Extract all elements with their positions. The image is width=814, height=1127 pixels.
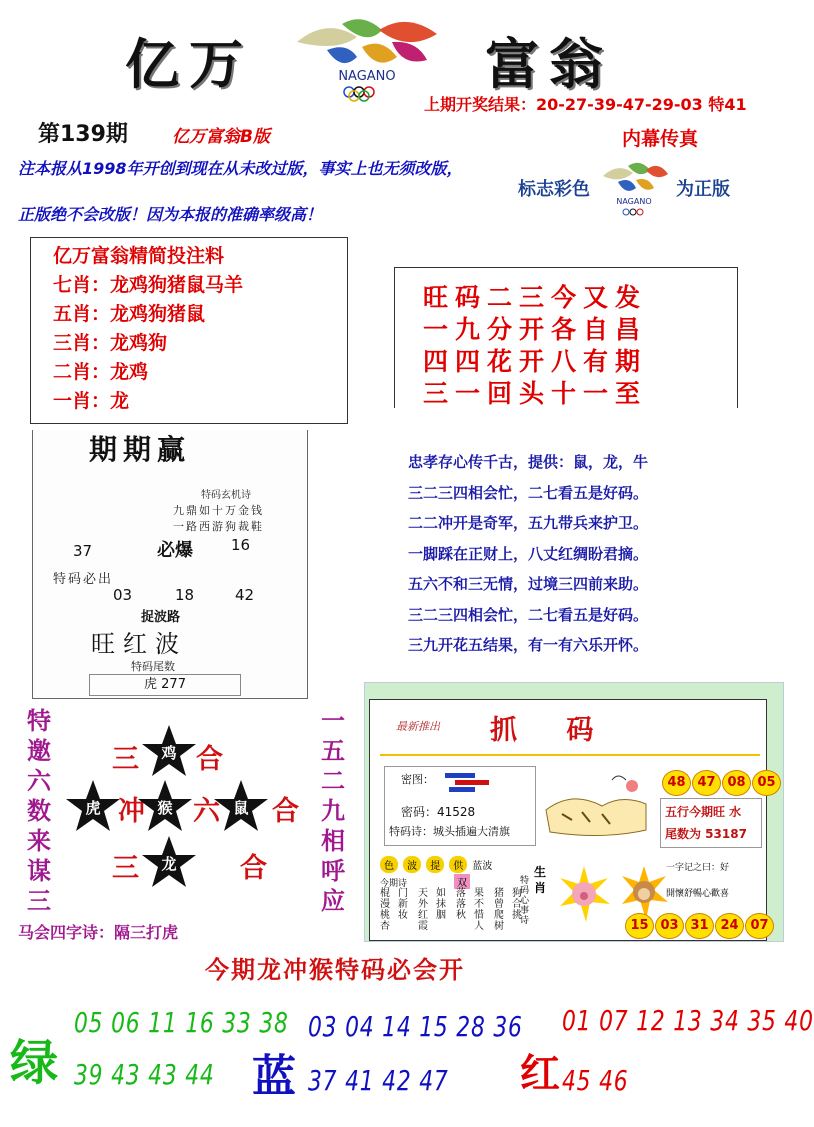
clipping-title: 期期赢	[89, 433, 192, 466]
picks-line: 一肖：龙	[53, 390, 130, 412]
one-word: 一字记之曰：好	[666, 863, 730, 873]
picks-line: 三肖：龙鸡狗	[53, 332, 168, 354]
clipping-wave-label: 捉波路	[141, 610, 181, 625]
grab-inner	[369, 699, 776, 941]
star-char: 合	[240, 853, 267, 884]
star-char: 合	[196, 744, 223, 775]
verse-line: 三一回头十一至	[423, 379, 648, 408]
verse-columns: 棍漫桃杏 门新妆 天外红霞 如抹胭 落落秋 果不惜人 猪曾爬树 狗合挑	[380, 888, 522, 932]
today-poem-label: 今期诗	[380, 879, 408, 889]
star-badge: 鼠	[212, 778, 270, 836]
blue-line-2: 37 41 42 47	[308, 1064, 449, 1097]
poem-line: 三九开花五结果，有一有六乐开怀。	[408, 636, 649, 654]
star-char: 合	[272, 796, 299, 827]
wuxing-box: 五行今期旺 水 尾数为 53187	[660, 798, 762, 848]
left-vertical-text	[24, 706, 54, 916]
red-line-1: 01 07 12 13 34 35 40	[562, 1004, 814, 1037]
vertical-char: 一	[321, 707, 345, 735]
star-char: 三	[112, 744, 139, 775]
vertical-char: 二	[321, 767, 345, 795]
picks-line: 七肖：龙鸡狗猪鼠马羊	[53, 274, 244, 296]
clipping-wave: 旺红波	[91, 630, 187, 658]
horse-poem: 马会四字诗：隔三打虎	[18, 923, 179, 942]
clipping-panel	[32, 430, 308, 699]
poem-line: 一脚踩在正财上，八丈红绸盼君摘。	[408, 544, 649, 563]
logo-note-right: 为正版	[676, 179, 730, 200]
star-badge: 鸡	[140, 723, 198, 781]
vertical-char: 应	[321, 887, 345, 915]
small-logo	[598, 158, 670, 218]
star-char: 冲	[118, 796, 145, 827]
star-char: 六	[193, 796, 220, 827]
clipping-tail: 虎 277	[89, 674, 241, 696]
vertical-char: 邀	[27, 737, 51, 765]
pig-icon	[556, 866, 612, 922]
poem-line: 五六不和三无情，过境三四前来助。	[408, 575, 649, 593]
star-badge: 龙	[140, 834, 198, 892]
edition-label: 亿万富翁B版	[172, 127, 270, 147]
joy-line: 開懷舒暢心歡喜	[666, 889, 730, 899]
star-badge: 猴	[136, 778, 194, 836]
tiger-illustration	[542, 770, 654, 848]
vertical-char: 六	[27, 767, 51, 795]
nagano-logo	[287, 12, 447, 100]
clipping-num: 03	[113, 586, 133, 604]
poem-block	[408, 447, 648, 661]
code-value: 41528	[437, 805, 476, 819]
grab-panel	[364, 682, 784, 942]
vertical-char: 呼	[321, 857, 345, 885]
balls-bottom: 15 03 31 24 07	[625, 913, 775, 939]
vertical-char: 九	[321, 797, 345, 825]
poem-line: 忠孝存心传千古，提供：鼠，龙，牛	[408, 453, 649, 471]
shuang-badge: 双	[454, 874, 470, 889]
blue-label: 蓝	[252, 1051, 296, 1102]
title-left: 亿万	[125, 32, 253, 96]
code-box: 密图： 密码：41528 特码诗：城头插遍大清旗	[384, 766, 536, 846]
vertical-char: 谋	[27, 857, 51, 885]
clipping-poem-line: 一路西游狗裁鞋	[173, 520, 264, 533]
clipping-num-left: 37	[73, 542, 93, 560]
svg-text:NAGANO: NAGANO	[338, 69, 396, 84]
picks-title: 亿万富翁精简投注料	[53, 245, 225, 267]
vertical-char: 数	[27, 797, 51, 825]
verse-line: 旺码二三今又发	[423, 283, 648, 312]
clipping-sure: 必爆	[157, 540, 193, 561]
verse-line: 一九分开各自昌	[423, 315, 648, 344]
vertical-char: 相	[321, 827, 345, 855]
clipping-num: 42	[235, 586, 255, 604]
verse-box	[394, 267, 738, 408]
shengxiao-label: 生肖	[534, 865, 547, 895]
notice-line-1: 注本报从1998年开创到现在从未改过版，事实上也无须改版，	[18, 159, 463, 178]
picks-box	[30, 237, 348, 424]
balls-top: 48 47 08 05	[662, 770, 782, 796]
picks-line: 五肖：龙鸡狗猪鼠	[53, 303, 206, 325]
code-poem: 城头插遍大清旗	[433, 825, 510, 838]
clipping-poem-line: 九鼎如十万金钱	[173, 504, 264, 517]
green-line-1: 05 06 11 16 33 38	[74, 1006, 289, 1039]
poem-line: 三二三四相会忙，二七看五是好码。	[408, 605, 649, 624]
red-line-2: 45 46	[562, 1064, 629, 1097]
poem-line: 三二三四相会忙，二七看五是好码。	[408, 483, 649, 502]
red-label: 红	[520, 1051, 560, 1097]
verse-note: 特码心事诗	[520, 876, 530, 926]
poem-line: 二二冲开是奇军，五九带兵来护卫。	[408, 514, 649, 532]
blue-line-1: 03 04 14 15 28 36	[308, 1010, 523, 1043]
logo-note-left: 标志彩色	[518, 179, 590, 200]
issue-number: 第139期	[38, 122, 128, 147]
insider-label: 内幕传真	[622, 128, 699, 150]
verse-line: 四四花开八有期	[423, 347, 648, 376]
svg-text:NAGANO: NAGANO	[616, 197, 652, 206]
grab-tag: 最新推出	[396, 720, 440, 733]
color-labels: 色 波 提 供 蓝波	[380, 854, 492, 873]
vertical-char: 特	[27, 707, 51, 735]
green-label: 绿	[10, 1035, 59, 1091]
star-char: 三	[112, 853, 139, 884]
clipping-num-right: 16	[231, 536, 251, 554]
vertical-char: 来	[27, 827, 51, 855]
clipping-poem-label: 特码玄机诗	[201, 490, 251, 501]
notice-line-2: 正版绝不会改版！因为本报的准确率级高！	[18, 205, 323, 224]
title-right: 富翁	[485, 32, 613, 96]
clipping-num: 18	[175, 586, 195, 604]
picks-line: 二肖：龙鸡	[53, 361, 149, 383]
grab-title: 抓 码	[490, 715, 614, 746]
right-vertical-text	[318, 706, 348, 916]
vertical-char: 五	[321, 737, 345, 765]
last-result: 上期开奖结果：20-27-39-47-29-03 特41	[424, 95, 747, 114]
green-line-2: 39 43 43 44	[74, 1058, 215, 1091]
code-chart-icon	[445, 771, 495, 793]
clipping-tail-label: 特码尾数	[131, 660, 175, 673]
star-badge: 虎	[64, 778, 122, 836]
clipping-must: 特码必出	[53, 572, 114, 587]
headline: 今期龙冲猴特码必会开	[205, 956, 465, 984]
vertical-char: 三	[27, 887, 51, 915]
